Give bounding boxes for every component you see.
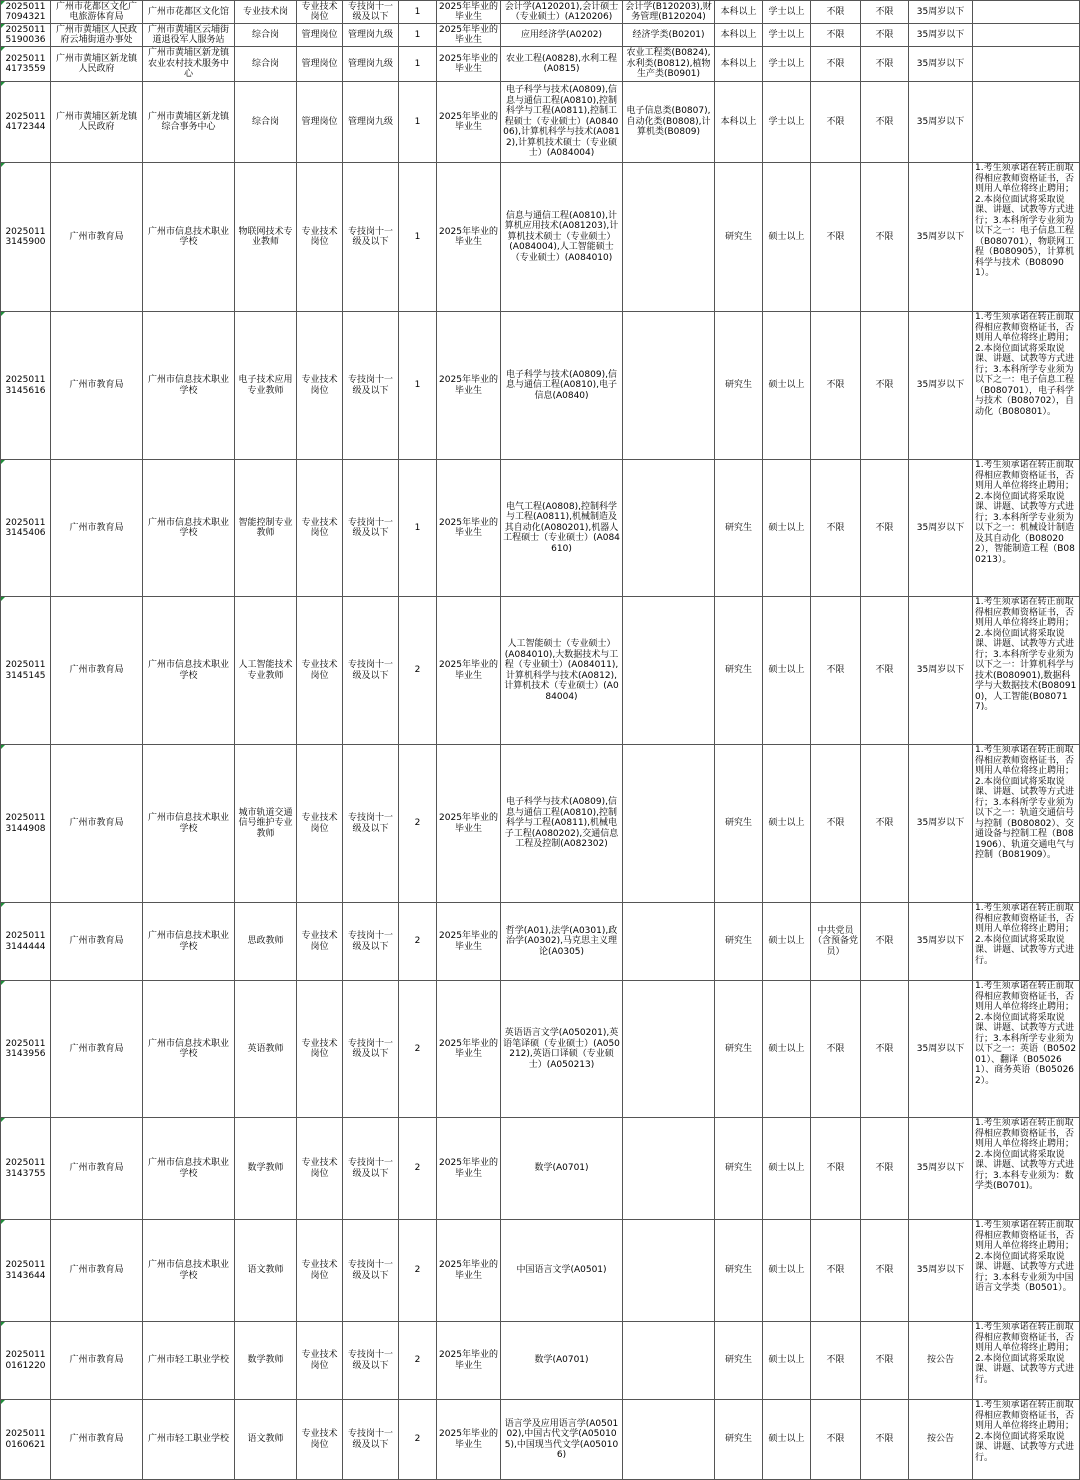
- age-limit-cell: 35周岁以下: [909, 82, 973, 163]
- education-cell: 本科以上: [715, 1, 763, 24]
- headcount-cell: 2: [399, 1400, 437, 1480]
- position-code-cell: 20250113144908: [1, 745, 51, 903]
- post-name-cell: 物联网技术专业教师: [235, 163, 297, 312]
- post-name-cell: 语文教师: [235, 1220, 297, 1322]
- position-code-cell: 20250117094321: [1, 1, 51, 24]
- political-status-cell: 不限: [811, 460, 861, 597]
- employer-unit-cell: 广州市黄埔区云埔街道退役军人服务站: [143, 24, 235, 47]
- post-category-cell: 管理岗位: [297, 24, 343, 47]
- recruit-target-cell: 2025年毕业的毕业生: [437, 24, 501, 47]
- remarks-cell: 1.考生须承诺在转正前取得相应教师资格证书，否则用人单位将终止聘用；2.本岗位面试将采取说课、讲题、试教等方式进行；3.本科所学专业须为以下之一：英语（B050201）、翻译（B050261）、商务英语（B050262）。: [973, 981, 1080, 1118]
- other-requirement-cell: 不限: [861, 82, 909, 163]
- other-requirement-cell: 不限: [861, 1400, 909, 1480]
- remarks-cell: 1.考生须承诺在转正前取得相应教师资格证书，否则用人单位将终止聘用；2.本岗位面试将采取说课、讲题、试教等方式进行；3.本科所学专业须为以下之一：机械设计制造及其自动化（B080202），智能制造工程（B080213）。: [973, 460, 1080, 597]
- undergraduate-major-cell: 经济学类(B0201): [623, 24, 715, 47]
- employer-unit-cell: 广州市信息技术职业学校: [143, 745, 235, 903]
- recruit-target-cell: 2025年毕业的毕业生: [437, 903, 501, 981]
- undergraduate-major-cell: [623, 1400, 715, 1480]
- undergraduate-major-cell: 电子信息类(B0807),自动化类(B0808),计算机类(B0809): [623, 82, 715, 163]
- employer-unit-cell: 广州市黄埔区新龙镇综合事务中心: [143, 82, 235, 163]
- post-name-cell: 综合岗: [235, 24, 297, 47]
- headcount-cell: 1: [399, 163, 437, 312]
- age-limit-cell: 35周岁以下: [909, 1220, 973, 1322]
- remarks-cell: 1.考生须承诺在转正前取得相应教师资格证书，否则用人单位将终止聘用；2.本岗位面试将采取说课、讲题、试教等方式进行；3.本科专业须为中国语言文学类（B0501）。: [973, 1220, 1080, 1322]
- undergraduate-major-cell: [623, 745, 715, 903]
- position-code-cell: 20250113144444: [1, 903, 51, 981]
- position-code-cell: 20250113145145: [1, 597, 51, 745]
- employer-unit-cell: 广州市轻工职业学校: [143, 1400, 235, 1480]
- post-level-cell: 专技岗十一级及以下: [343, 460, 399, 597]
- post-category-cell: 专业技术岗位: [297, 1, 343, 24]
- degree-cell: 硕士以上: [763, 163, 811, 312]
- post-category-cell: 专业技术岗位: [297, 312, 343, 460]
- education-cell: 研究生: [715, 312, 763, 460]
- graduate-major-cell: 电子科学与技术(A0809),信息与通信工程(A0810),控制科学与工程(A0811),控制工程硕士（专业硕士）(A084006),计算机科学与技术(A0812),计算机技术硕士（专业硕士）(A084004): [501, 82, 623, 163]
- post-name-cell: 专业技术岗: [235, 1, 297, 24]
- table-row: [1, 597, 1080, 745]
- table-row: [1, 1322, 1080, 1400]
- other-requirement-cell: 不限: [861, 1, 909, 24]
- other-requirement-cell: 不限: [861, 981, 909, 1118]
- post-level-cell: 管理岗九级: [343, 82, 399, 163]
- department-cell: 广州市教育局: [51, 903, 143, 981]
- post-level-cell: 专技岗十一级及以下: [343, 745, 399, 903]
- post-name-cell: 城市轨道交通信号维护专业教师: [235, 745, 297, 903]
- headcount-cell: 1: [399, 312, 437, 460]
- political-status-cell: 不限: [811, 1220, 861, 1322]
- education-cell: 本科以上: [715, 47, 763, 82]
- graduate-major-cell: 英语语言文学(A050201),英语笔译硕（专业硕士）(A050212),英语口译硕（专业硕士）(A050213): [501, 981, 623, 1118]
- employer-unit-cell: 广州市信息技术职业学校: [143, 1118, 235, 1220]
- headcount-cell: 2: [399, 1118, 437, 1220]
- headcount-cell: 1: [399, 24, 437, 47]
- position-code-cell: 20250113143956: [1, 981, 51, 1118]
- recruit-target-cell: 2025年毕业的毕业生: [437, 597, 501, 745]
- post-category-cell: 专业技术岗位: [297, 1220, 343, 1322]
- table-row: [1, 47, 1080, 82]
- degree-cell: 学士以上: [763, 1, 811, 24]
- employer-unit-cell: 广州市轻工职业学校: [143, 1322, 235, 1400]
- recruit-target-cell: 2025年毕业的毕业生: [437, 312, 501, 460]
- post-category-cell: 管理岗位: [297, 47, 343, 82]
- headcount-cell: 2: [399, 597, 437, 745]
- education-cell: 研究生: [715, 1400, 763, 1480]
- age-limit-cell: 按公告: [909, 1322, 973, 1400]
- graduate-major-cell: 哲学(A01),法学(A0301),政治学(A0302),马克思主义理论(A0305): [501, 903, 623, 981]
- post-name-cell: 英语教师: [235, 981, 297, 1118]
- post-level-cell: 专技岗十一级及以下: [343, 1220, 399, 1322]
- remarks-cell: 1.考生须承诺在转正前取得相应教师资格证书，否则用人单位将终止聘用；2.本岗位面试将采取说课、讲题、试教等方式进行。: [973, 903, 1080, 981]
- headcount-cell: 2: [399, 1220, 437, 1322]
- department-cell: 广州市花都区文化广电旅游体育局: [51, 1, 143, 24]
- post-level-cell: 专技岗十一级及以下: [343, 903, 399, 981]
- table-row: [1, 981, 1080, 1118]
- table-row: [1, 1220, 1080, 1322]
- post-category-cell: 专业技术岗位: [297, 903, 343, 981]
- position-code-cell: 20250114173559: [1, 47, 51, 82]
- undergraduate-major-cell: 会计学(B120203),财务管理(B120204): [623, 1, 715, 24]
- undergraduate-major-cell: [623, 1118, 715, 1220]
- employer-unit-cell: 广州市花都区文化馆: [143, 1, 235, 24]
- post-category-cell: 管理岗位: [297, 82, 343, 163]
- degree-cell: 硕士以上: [763, 981, 811, 1118]
- education-cell: 研究生: [715, 1322, 763, 1400]
- department-cell: 广州市教育局: [51, 745, 143, 903]
- degree-cell: 硕士以上: [763, 1220, 811, 1322]
- remarks-cell: 1.考生须承诺在转正前取得相应教师资格证书，否则用人单位将终止聘用；2.本岗位面试将采取说课、讲题、试教等方式进行；3.本科所学专业须为以下之一：轨道交通信号与控制（B080802）、交通设备与控制工程（B081906）、轨道交通电气与控制（B081909）。: [973, 745, 1080, 903]
- recruit-target-cell: 2025年毕业的毕业生: [437, 1, 501, 24]
- headcount-cell: 1: [399, 460, 437, 597]
- education-cell: 研究生: [715, 597, 763, 745]
- degree-cell: 学士以上: [763, 24, 811, 47]
- position-code-cell: 20250113145406: [1, 460, 51, 597]
- headcount-cell: 2: [399, 745, 437, 903]
- post-name-cell: 数学教师: [235, 1322, 297, 1400]
- employer-unit-cell: 广州市信息技术职业学校: [143, 981, 235, 1118]
- political-status-cell: 不限: [811, 1400, 861, 1480]
- recruit-target-cell: 2025年毕业的毕业生: [437, 1220, 501, 1322]
- post-level-cell: 专技岗十一级及以下: [343, 1400, 399, 1480]
- employer-unit-cell: 广州市信息技术职业学校: [143, 163, 235, 312]
- department-cell: 广州市教育局: [51, 981, 143, 1118]
- department-cell: 广州市教育局: [51, 1220, 143, 1322]
- other-requirement-cell: 不限: [861, 47, 909, 82]
- graduate-major-cell: 会计学(A120201),会计硕士（专业硕士）(A120206): [501, 1, 623, 24]
- post-category-cell: 专业技术岗位: [297, 163, 343, 312]
- recruit-target-cell: 2025年毕业的毕业生: [437, 1118, 501, 1220]
- political-status-cell: 不限: [811, 1, 861, 24]
- post-category-cell: 专业技术岗位: [297, 597, 343, 745]
- other-requirement-cell: 不限: [861, 745, 909, 903]
- other-requirement-cell: 不限: [861, 24, 909, 47]
- department-cell: 广州市教育局: [51, 1118, 143, 1220]
- headcount-cell: 1: [399, 1, 437, 24]
- table-row: [1, 1400, 1080, 1480]
- education-cell: 研究生: [715, 163, 763, 312]
- education-cell: 研究生: [715, 460, 763, 597]
- political-status-cell: 不限: [811, 1322, 861, 1400]
- age-limit-cell: 35周岁以下: [909, 903, 973, 981]
- political-status-cell: 中共党员（含预备党员）: [811, 903, 861, 981]
- remarks-cell: 1.考生须承诺在转正前取得相应教师资格证书，否则用人单位将终止聘用；2.本岗位面试将采取说课、讲题、试教等方式进行。: [973, 1322, 1080, 1400]
- position-code-cell: 20250113145616: [1, 312, 51, 460]
- post-name-cell: 智能控制专业教师: [235, 460, 297, 597]
- political-status-cell: 不限: [811, 163, 861, 312]
- degree-cell: 硕士以上: [763, 1322, 811, 1400]
- table-row: [1, 1, 1080, 24]
- post-name-cell: 思政教师: [235, 903, 297, 981]
- post-level-cell: 专技岗十一级及以下: [343, 1, 399, 24]
- education-cell: 本科以上: [715, 82, 763, 163]
- department-cell: 广州市教育局: [51, 312, 143, 460]
- post-category-cell: 专业技术岗位: [297, 1400, 343, 1480]
- undergraduate-major-cell: [623, 597, 715, 745]
- other-requirement-cell: 不限: [861, 163, 909, 312]
- post-level-cell: 专技岗十一级及以下: [343, 981, 399, 1118]
- post-level-cell: 管理岗九级: [343, 47, 399, 82]
- table-row: [1, 24, 1080, 47]
- post-level-cell: 专技岗十一级及以下: [343, 1322, 399, 1400]
- department-cell: 广州市教育局: [51, 1400, 143, 1480]
- employer-unit-cell: 广州市黄埔区新龙镇农业农村技术服务中心: [143, 47, 235, 82]
- degree-cell: 学士以上: [763, 47, 811, 82]
- degree-cell: 硕士以上: [763, 597, 811, 745]
- political-status-cell: 不限: [811, 597, 861, 745]
- position-code-cell: 20250113145900: [1, 163, 51, 312]
- remarks-cell: [973, 1, 1080, 24]
- graduate-major-cell: 数学(A0701): [501, 1322, 623, 1400]
- headcount-cell: 1: [399, 82, 437, 163]
- post-name-cell: 综合岗: [235, 47, 297, 82]
- graduate-major-cell: 人工智能硕士（专业硕士）(A084010),大数据技术与工程（专业硕士）(A084011),计算机科学与技术(A0812),计算机技术（专业硕士）(A084004): [501, 597, 623, 745]
- education-cell: 研究生: [715, 1118, 763, 1220]
- political-status-cell: 不限: [811, 47, 861, 82]
- table-row: [1, 460, 1080, 597]
- age-limit-cell: 35周岁以下: [909, 1118, 973, 1220]
- post-name-cell: 语文教师: [235, 1400, 297, 1480]
- post-level-cell: 专技岗十一级及以下: [343, 163, 399, 312]
- age-limit-cell: 35周岁以下: [909, 24, 973, 47]
- post-level-cell: 专技岗十一级及以下: [343, 597, 399, 745]
- age-limit-cell: 35周岁以下: [909, 163, 973, 312]
- employer-unit-cell: 广州市信息技术职业学校: [143, 597, 235, 745]
- recruit-target-cell: 2025年毕业的毕业生: [437, 460, 501, 597]
- other-requirement-cell: 不限: [861, 903, 909, 981]
- graduate-major-cell: 电子科学与技术(A0809),信息与通信工程(A0810),电子信息(A0840): [501, 312, 623, 460]
- table-row: [1, 312, 1080, 460]
- table-row: [1, 745, 1080, 903]
- recruit-target-cell: 2025年毕业的毕业生: [437, 981, 501, 1118]
- remarks-cell: 1.考生须承诺在转正前取得相应教师资格证书，否则用人单位将终止聘用；2.本岗位面试将采取说课、讲题、试教等方式进行；3.本科专业须为：数学类(B0701)。: [973, 1118, 1080, 1220]
- degree-cell: 硕士以上: [763, 903, 811, 981]
- other-requirement-cell: 不限: [861, 312, 909, 460]
- graduate-major-cell: 电气工程(A0808),控制科学与工程(A0811),机械制造及其自动化(A080201),机器人工程硕士（专业硕士）(A084610): [501, 460, 623, 597]
- undergraduate-major-cell: [623, 460, 715, 597]
- headcount-cell: 2: [399, 903, 437, 981]
- age-limit-cell: 35周岁以下: [909, 597, 973, 745]
- employer-unit-cell: 广州市信息技术职业学校: [143, 903, 235, 981]
- undergraduate-major-cell: [623, 163, 715, 312]
- age-limit-cell: 35周岁以下: [909, 312, 973, 460]
- post-category-cell: 专业技术岗位: [297, 745, 343, 903]
- position-code-cell: 20250110160621: [1, 1400, 51, 1480]
- age-limit-cell: 35周岁以下: [909, 460, 973, 597]
- age-limit-cell: 35周岁以下: [909, 745, 973, 903]
- position-code-cell: 20250113143644: [1, 1220, 51, 1322]
- education-cell: 研究生: [715, 1220, 763, 1322]
- department-cell: 广州市教育局: [51, 460, 143, 597]
- position-code-cell: 20250110161220: [1, 1322, 51, 1400]
- education-cell: 研究生: [715, 745, 763, 903]
- post-name-cell: 人工智能技术专业教师: [235, 597, 297, 745]
- remarks-cell: 1.考生须承诺在转正前取得相应教师资格证书，否则用人单位将终止聘用；2.本岗位面试将采取说课、讲题、试教等方式进行；3.本科所学专业须为以下之一：电子信息工程（B080701），电子科学与技术（B080702），自动化（B080801）。: [973, 312, 1080, 460]
- table-row: [1, 903, 1080, 981]
- degree-cell: 硕士以上: [763, 460, 811, 597]
- department-cell: 广州市黄埔区人民政府云埔街道办事处: [51, 24, 143, 47]
- remarks-cell: 1.考生须承诺在转正前取得相应教师资格证书，否则用人单位将终止聘用；2.本岗位面试将采取说课、讲题、试教等方式进行。: [973, 1400, 1080, 1480]
- post-category-cell: 专业技术岗位: [297, 981, 343, 1118]
- other-requirement-cell: 不限: [861, 597, 909, 745]
- table-body: [1, 1, 1080, 1480]
- post-category-cell: 专业技术岗位: [297, 460, 343, 597]
- degree-cell: 硕士以上: [763, 745, 811, 903]
- degree-cell: 硕士以上: [763, 1400, 811, 1480]
- age-limit-cell: 按公告: [909, 1400, 973, 1480]
- post-level-cell: 专技岗十一级及以下: [343, 1118, 399, 1220]
- graduate-major-cell: 应用经济学(A0202): [501, 24, 623, 47]
- other-requirement-cell: 不限: [861, 460, 909, 597]
- education-cell: 研究生: [715, 981, 763, 1118]
- position-code-cell: 20250115190036: [1, 24, 51, 47]
- remarks-cell: [973, 24, 1080, 47]
- graduate-major-cell: 农业工程(A0828),水利工程(A0815): [501, 47, 623, 82]
- recruit-target-cell: 2025年毕业的毕业生: [437, 47, 501, 82]
- post-name-cell: 数学教师: [235, 1118, 297, 1220]
- education-cell: 研究生: [715, 903, 763, 981]
- graduate-major-cell: 语言学及应用语言学(A050102),中国古代文学(A050105),中国现当代文学(A050106): [501, 1400, 623, 1480]
- recruit-target-cell: 2025年毕业的毕业生: [437, 1322, 501, 1400]
- age-limit-cell: 35周岁以下: [909, 47, 973, 82]
- degree-cell: 学士以上: [763, 82, 811, 163]
- post-name-cell: 电子技术应用专业教师: [235, 312, 297, 460]
- department-cell: 广州市教育局: [51, 1322, 143, 1400]
- political-status-cell: 不限: [811, 312, 861, 460]
- degree-cell: 硕士以上: [763, 312, 811, 460]
- employer-unit-cell: 广州市信息技术职业学校: [143, 460, 235, 597]
- graduate-major-cell: 中国语言文学(A0501): [501, 1220, 623, 1322]
- recruit-target-cell: 2025年毕业的毕业生: [437, 745, 501, 903]
- age-limit-cell: 35周岁以下: [909, 1, 973, 24]
- other-requirement-cell: 不限: [861, 1220, 909, 1322]
- table-row: [1, 82, 1080, 163]
- remarks-cell: 1.考生须承诺在转正前取得相应教师资格证书，否则用人单位将终止聘用；2.本岗位面试将采取说课、讲题、试教等方式进行；3.本科所学专业须为以下之一：计算机科学与技术(B080901),数据科学与大数据技术(B080910)，人工智能(B080717)。: [973, 597, 1080, 745]
- department-cell: 广州市教育局: [51, 597, 143, 745]
- department-cell: 广州市黄埔区新龙镇人民政府: [51, 82, 143, 163]
- table-row: [1, 1118, 1080, 1220]
- department-cell: 广州市教育局: [51, 163, 143, 312]
- undergraduate-major-cell: [623, 312, 715, 460]
- headcount-cell: 1: [399, 47, 437, 82]
- post-category-cell: 专业技术岗位: [297, 1322, 343, 1400]
- post-level-cell: 管理岗九级: [343, 24, 399, 47]
- graduate-major-cell: 数学(A0701): [501, 1118, 623, 1220]
- recruit-target-cell: 2025年毕业的毕业生: [437, 82, 501, 163]
- post-name-cell: 综合岗: [235, 82, 297, 163]
- degree-cell: 硕士以上: [763, 1118, 811, 1220]
- recruit-target-cell: 2025年毕业的毕业生: [437, 163, 501, 312]
- political-status-cell: 不限: [811, 1118, 861, 1220]
- political-status-cell: 不限: [811, 981, 861, 1118]
- political-status-cell: 不限: [811, 745, 861, 903]
- undergraduate-major-cell: [623, 1322, 715, 1400]
- remarks-cell: [973, 47, 1080, 82]
- department-cell: 广州市黄埔区新龙镇人民政府: [51, 47, 143, 82]
- post-level-cell: 专技岗十一级及以下: [343, 312, 399, 460]
- graduate-major-cell: 电子科学与技术(A0809),信息与通信工程(A0810),控制科学与工程(A0811),机械电子工程(A080202),交通信息工程及控制(A082302): [501, 745, 623, 903]
- post-category-cell: 专业技术岗位: [297, 1118, 343, 1220]
- remarks-cell: [973, 82, 1080, 163]
- remarks-cell: 1.考生须承诺在转正前取得相应教师资格证书，否则用人单位将终止聘用；2.本岗位面试将采取说课、讲题、试教等方式进行；3.本科所学专业须为以下之一：电子信息工程（B080701），物联网工程（B080905），计算机科学与技术（B080901）。: [973, 163, 1080, 312]
- undergraduate-major-cell: [623, 903, 715, 981]
- undergraduate-major-cell: 农业工程类(B0824),水利类(B0812),植物生产类(B0901): [623, 47, 715, 82]
- position-code-cell: 20250114172344: [1, 82, 51, 163]
- undergraduate-major-cell: [623, 981, 715, 1118]
- employer-unit-cell: 广州市信息技术职业学校: [143, 312, 235, 460]
- education-cell: 本科以上: [715, 24, 763, 47]
- age-limit-cell: 35周岁以下: [909, 981, 973, 1118]
- political-status-cell: 不限: [811, 24, 861, 47]
- other-requirement-cell: 不限: [861, 1322, 909, 1400]
- political-status-cell: 不限: [811, 82, 861, 163]
- undergraduate-major-cell: [623, 1220, 715, 1322]
- other-requirement-cell: 不限: [861, 1118, 909, 1220]
- position-code-cell: 20250113143755: [1, 1118, 51, 1220]
- employer-unit-cell: 广州市信息技术职业学校: [143, 1220, 235, 1322]
- recruit-target-cell: 2025年毕业的毕业生: [437, 1400, 501, 1480]
- headcount-cell: 2: [399, 981, 437, 1118]
- graduate-major-cell: 信息与通信工程(A0810),计算机应用技术(A081203),计算机技术硕士（专业硕士）(A084004),人工智能硕士（专业硕士）(A084010): [501, 163, 623, 312]
- table-row: [1, 163, 1080, 312]
- headcount-cell: 2: [399, 1322, 437, 1400]
